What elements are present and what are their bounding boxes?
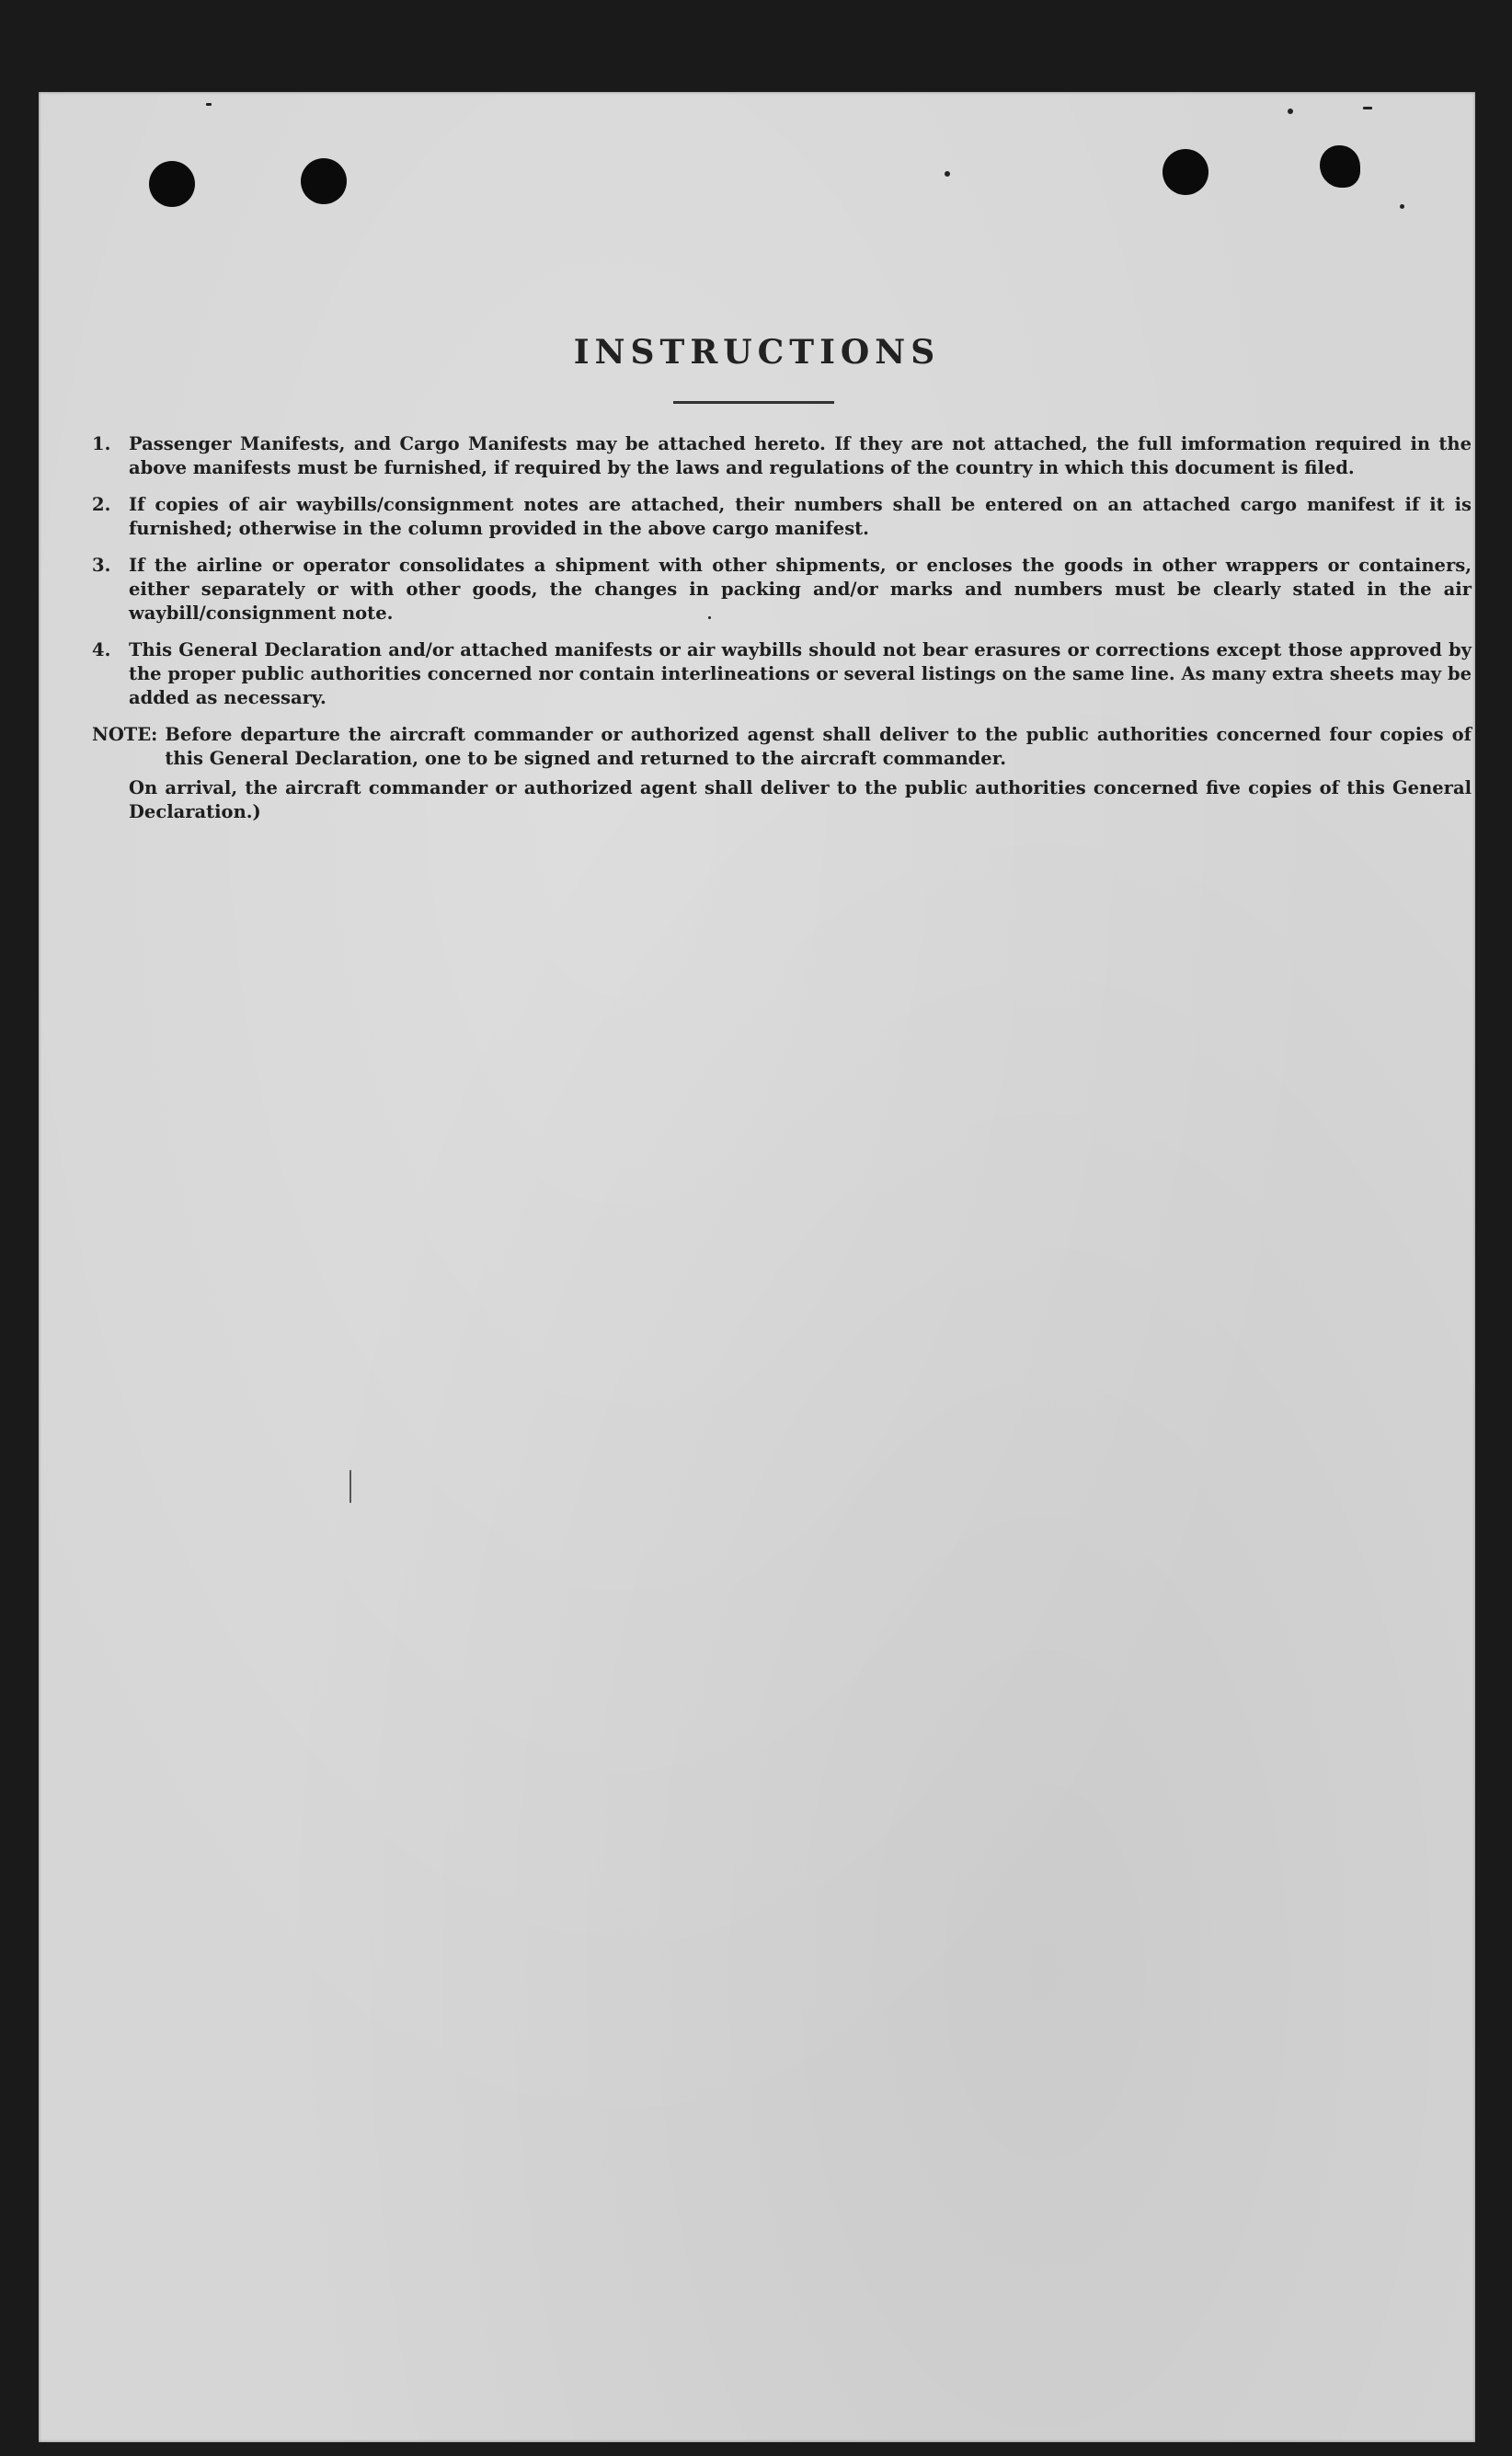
instruction-number: 3. xyxy=(92,555,111,576)
dust-speck xyxy=(349,1470,351,1503)
page-title: INSTRUCTIONS xyxy=(573,333,941,372)
instruction-number: 2. xyxy=(92,494,111,515)
instruction-text: If the airline or operator consolidates a shipment with other shipments, or encloses the goods in other wrappers or containers, either separately or with other goods, the changes in packing and/or marks and numbers must be clearly stated in the air waybill/consignment note. xyxy=(129,555,1472,624)
dust-speck xyxy=(1288,109,1293,114)
instruction-text: This General Declaration and/or attached manifests or air waybills should not bear erasures or corrections except those approved by the proper public authorities concerned nor contain interlineations or several listings on the same line. As many extra sheets may be added as necessary. xyxy=(129,639,1472,708)
note-text: Before departure the aircraft commander or authorized agenst shall deliver to the public authorities concerned four copies of this General Declaration, one to be signed and returned to the aircraft commander. xyxy=(165,724,1472,769)
instruction-item xyxy=(92,432,1472,480)
note-continuation: On arrival, the aircraft commander or authorized agent shall deliver to the public authorities concerned five copies of this General Declaration.) xyxy=(129,777,1472,822)
instruction-text: If copies of air waybills/consignment notes are attached, their numbers shall be entered on an attached cargo manifest if it is furnished; otherwise in the column provided in the above cargo manifest. xyxy=(129,494,1472,539)
punch-hole xyxy=(1163,149,1208,195)
punch-hole xyxy=(1320,145,1360,188)
dust-speck xyxy=(945,171,950,177)
document-page xyxy=(39,92,1475,2442)
instruction-item xyxy=(92,493,1472,541)
dust-speck xyxy=(1400,204,1404,209)
note-block xyxy=(92,723,1472,771)
instruction-item xyxy=(92,638,1472,710)
instructions-list xyxy=(92,432,1472,824)
punch-hole xyxy=(301,158,347,204)
instruction-item xyxy=(92,554,1472,625)
instruction-number: 4. xyxy=(92,639,111,660)
dust-speck xyxy=(1363,107,1372,109)
instruction-number: 1. xyxy=(92,433,111,454)
punch-hole xyxy=(149,161,195,207)
dust-speck xyxy=(206,103,212,106)
note-label: NOTE: xyxy=(92,724,158,745)
title-underline xyxy=(673,401,834,404)
instruction-text: Passenger Manifests, and Cargo Manifests may be attached hereto. If they are not attached, the full imformation required in the above manifests must be furnished, if required by the laws and regulations of the country in which this document is filed. xyxy=(129,433,1472,478)
